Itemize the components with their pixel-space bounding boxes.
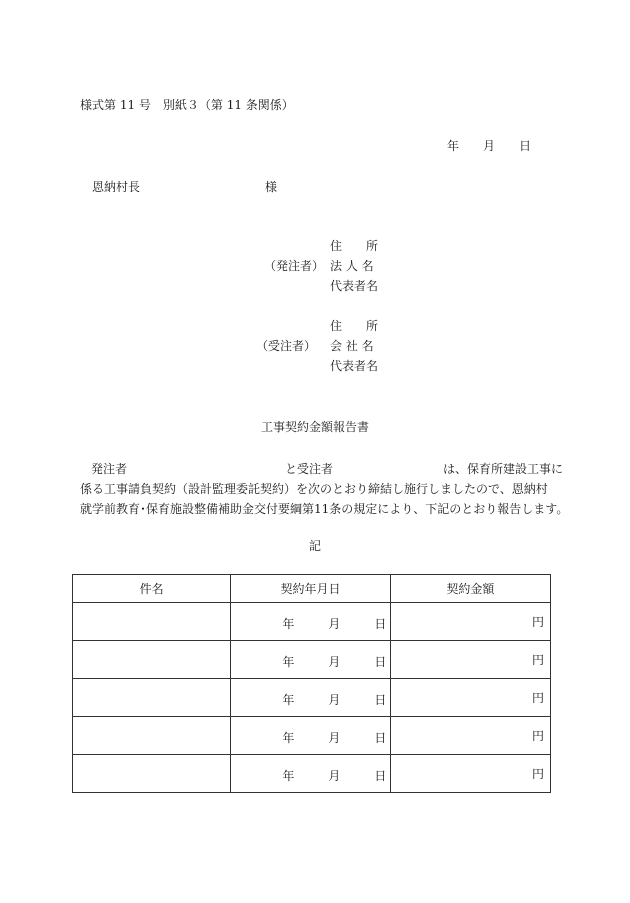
row-amount-cell[interactable]: 円 — [390, 603, 550, 641]
row-year: 年 — [282, 731, 295, 745]
row-date-cell[interactable] — [231, 755, 390, 793]
orderer-address-label: 住 所 — [330, 239, 379, 253]
table-row — [73, 603, 551, 641]
row-year: 年 — [282, 769, 295, 783]
row-day: 日 — [374, 731, 387, 745]
table-row — [73, 641, 551, 679]
orderer-name-label: 法 人 名 — [330, 259, 374, 273]
header-amount: 契約金額 — [390, 575, 550, 603]
orderer-rep-label: 代表者名 — [330, 279, 379, 293]
orderer-block — [0, 237, 630, 307]
table-row — [73, 679, 551, 717]
form-id: 様式第 11 号 別紙３（第 11 条関係） — [80, 98, 294, 112]
row-day: 日 — [374, 655, 387, 669]
table-row — [73, 755, 551, 793]
row-amount-cell[interactable]: 円 — [390, 679, 550, 717]
row-name-cell[interactable] — [73, 641, 231, 679]
contractor-block — [0, 317, 630, 387]
row-day: 日 — [374, 769, 387, 783]
header-name: 件名 — [73, 575, 231, 603]
body-line-1 — [80, 459, 564, 479]
ki-heading: 記 — [308, 539, 321, 553]
row-date-cell[interactable] — [231, 603, 390, 641]
row-day: 日 — [374, 693, 387, 707]
contract-table — [72, 574, 551, 793]
body-orderer-word: 発注者 — [91, 462, 128, 476]
row-month: 月 — [328, 693, 341, 707]
addressee-name: 恩納村長 — [92, 180, 141, 194]
row-name-cell[interactable] — [73, 679, 231, 717]
report-date — [447, 137, 531, 154]
row-date-cell[interactable] — [231, 679, 390, 717]
row-amount-cell[interactable]: 円 — [390, 717, 550, 755]
row-month: 月 — [328, 731, 341, 745]
body-line-2: 係る工事請負契約（設計監理委託契約）を次のとおり締結し施行しましたので、恩納村 — [80, 482, 548, 496]
row-year: 年 — [282, 617, 295, 631]
row-date-cell[interactable] — [231, 717, 390, 755]
document-title: 工事契約金額報告書 — [260, 420, 369, 434]
report-body — [80, 459, 569, 519]
row-month: 月 — [328, 617, 341, 631]
table-header-row — [73, 575, 551, 603]
row-amount-cell[interactable]: 円 — [390, 641, 550, 679]
body-project-word: は、保育所建設工事に — [443, 462, 564, 476]
contractor-name-label: 会 社 名 — [330, 339, 374, 353]
table-row — [73, 717, 551, 755]
row-amount-cell[interactable]: 円 — [390, 755, 550, 793]
date-day: 日 — [519, 139, 532, 153]
addressee — [92, 178, 278, 195]
row-name-cell[interactable] — [73, 755, 231, 793]
contractor-rep-label: 代表者名 — [330, 359, 379, 373]
date-month: 月 — [483, 139, 496, 153]
row-year: 年 — [282, 693, 295, 707]
row-name-cell[interactable] — [73, 717, 231, 755]
contractor-address-label: 住 所 — [330, 319, 379, 333]
row-year: 年 — [282, 655, 295, 669]
row-month: 月 — [328, 769, 341, 783]
header-date: 契約年月日 — [231, 575, 390, 603]
body-contractor-word: と受注者 — [285, 462, 334, 476]
row-day: 日 — [374, 617, 387, 631]
body-line-3: 就学前教育･保育施設整備補助金交付要綱第11条の規定により、下記のとおり報告します。 — [80, 502, 569, 516]
addressee-honorific: 様 — [265, 180, 278, 194]
row-name-cell[interactable] — [73, 603, 231, 641]
row-date-cell[interactable] — [231, 641, 390, 679]
orderer-role: （発注者） — [263, 259, 324, 273]
date-year: 年 — [447, 139, 460, 153]
row-month: 月 — [328, 655, 341, 669]
contractor-role: （受注者） — [255, 339, 316, 353]
